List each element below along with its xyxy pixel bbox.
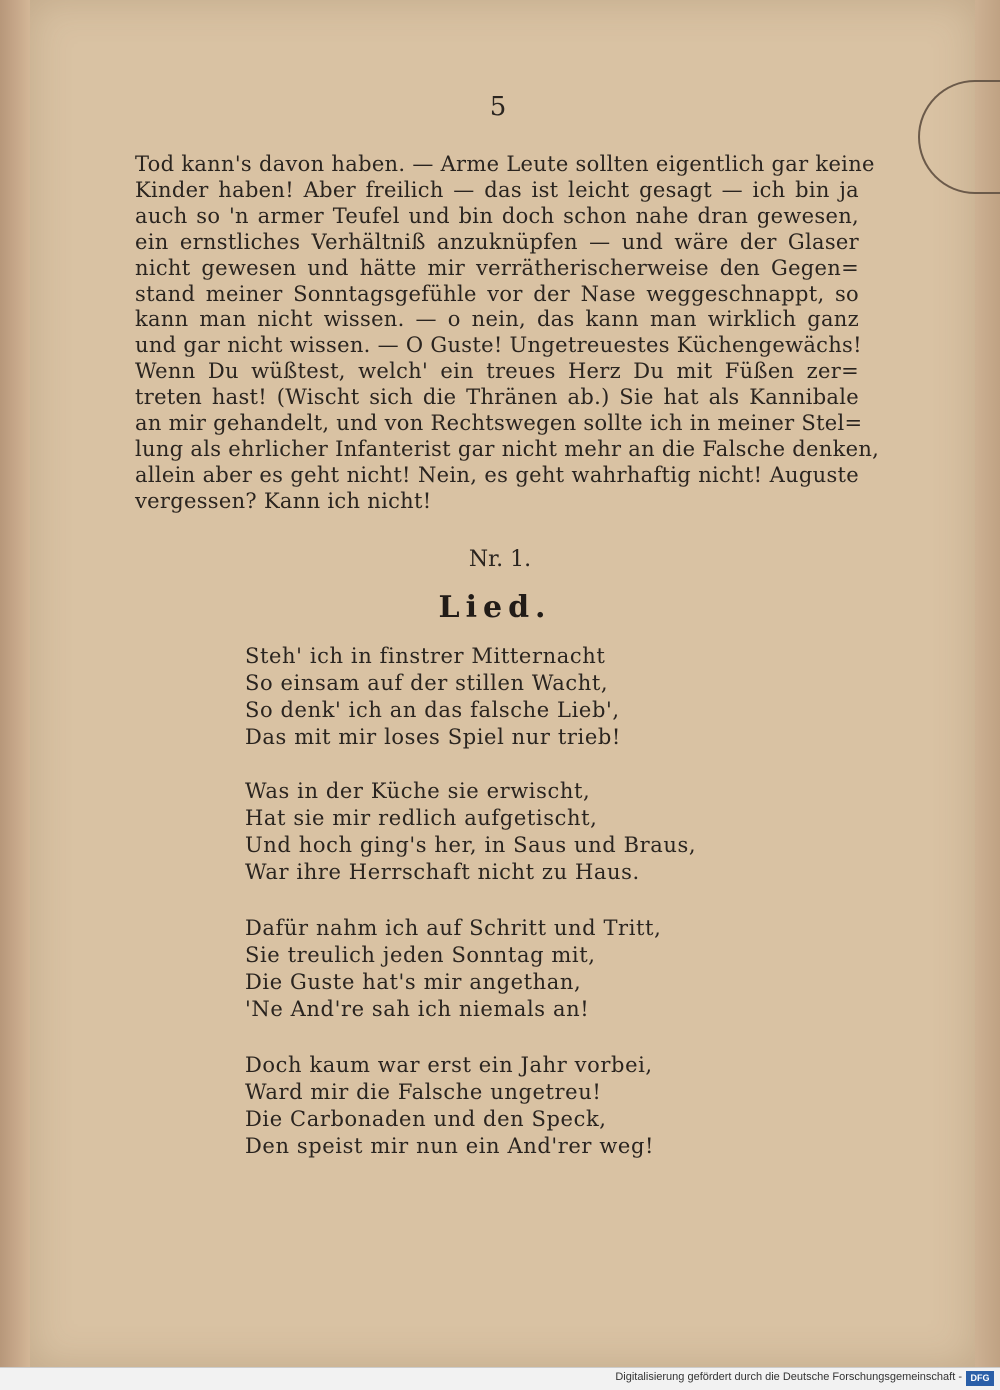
verse-line: So denk' ich an das falsche Lieb', xyxy=(245,698,620,722)
verse-line: 'Ne And're sah ich niemals an! xyxy=(245,997,590,1021)
prose-line: Wenn Du wüßtest, welch' ein treues Herz Du mit Füßen zer= xyxy=(135,359,859,384)
prose-line: auch so 'n armer Teufel und bin doch schon nahe dran gewesen, xyxy=(135,203,859,228)
page-edge xyxy=(975,0,1000,1368)
prose-line: nicht gewesen und hätte mir verrätherischerweise den Gegen= xyxy=(135,255,859,280)
prose-line: kann man nicht wissen. — o nein, das kann man wirklich ganz xyxy=(135,307,859,332)
dfg-logo-icon: DFG xyxy=(966,1371,994,1386)
prose-line: stand meiner Sonntagsgefühle vor der Nase weggeschnappt, so xyxy=(135,281,859,306)
page-number: 5 xyxy=(489,92,507,122)
verse-line: Das mit mir loses Spiel nur trieb! xyxy=(245,725,621,749)
prose-block xyxy=(135,152,880,515)
prose-line: ein ernstliches Verhältniß anzuknüpfen — und wäre der Glaser xyxy=(135,229,859,254)
page-binding xyxy=(0,0,30,1368)
prose-line: treten hast! (Wischt sich die Thränen ab.) Sie hat als Kannibale xyxy=(135,385,859,410)
verse-line: Und hoch ging's her, in Saus und Braus, xyxy=(245,833,697,857)
prose-line: lung als ehrlicher Infanterist gar nicht mehr an die Falsche denken, xyxy=(135,436,880,461)
funding-notice: Digitalisierung gefördert durch die Deutsche Forschungsgemeinschaft - xyxy=(615,1371,962,1383)
footer-bar xyxy=(0,1367,1000,1390)
prose-line: allein aber es geht nicht! Nein, es geht wahrhaftig nicht! Auguste xyxy=(135,462,859,487)
prose-line: vergessen? Kann ich nicht! xyxy=(135,488,432,513)
verse-line: Doch kaum war erst ein Jahr vorbei, xyxy=(245,1053,653,1077)
verse-line: War ihre Herrschaft nicht zu Haus. xyxy=(245,860,640,884)
stanza-3 xyxy=(245,915,765,1023)
prose-line: Tod kann's davon haben. — Arme Leute sollten eigentlich gar keine xyxy=(135,152,875,176)
stanza-4 xyxy=(245,1052,765,1160)
verse-line: Steh' ich in finstrer Mitternacht xyxy=(245,644,606,668)
verse-line: Ward mir die Falsche ungetreu! xyxy=(245,1080,602,1104)
prose-line: und gar nicht wissen. — O Guste! Ungetreuestes Küchengewächs! xyxy=(135,333,862,358)
stanza-2 xyxy=(245,778,765,886)
prose-line: an mir gehandelt, und von Rechtswegen sollte ich in meiner Stel= xyxy=(135,411,863,436)
verse-line: Sie treulich jeden Sonntag mit, xyxy=(245,943,596,967)
song-title: Lied. xyxy=(438,590,552,625)
verse-line: Die Guste hat's mir angethan, xyxy=(245,970,582,994)
verse-line: Die Carbonaden und den Speck, xyxy=(245,1107,607,1131)
stanza-1 xyxy=(245,643,765,751)
verse-line: So einsam auf der stillen Wacht, xyxy=(245,671,609,695)
verse-line: Was in der Küche sie erwischt, xyxy=(245,779,591,803)
verse-line: Hat sie mir redlich aufgetischt, xyxy=(245,806,598,830)
prose-line: Kinder haben! Aber freilich — das ist leicht gesagt — ich bin ja xyxy=(135,177,859,202)
song-number: Nr. 1. xyxy=(468,547,532,572)
verse-line: Den speist mir nun ein And'rer weg! xyxy=(245,1134,655,1158)
verse-line: Dafür nahm ich auf Schritt und Tritt, xyxy=(245,916,662,940)
